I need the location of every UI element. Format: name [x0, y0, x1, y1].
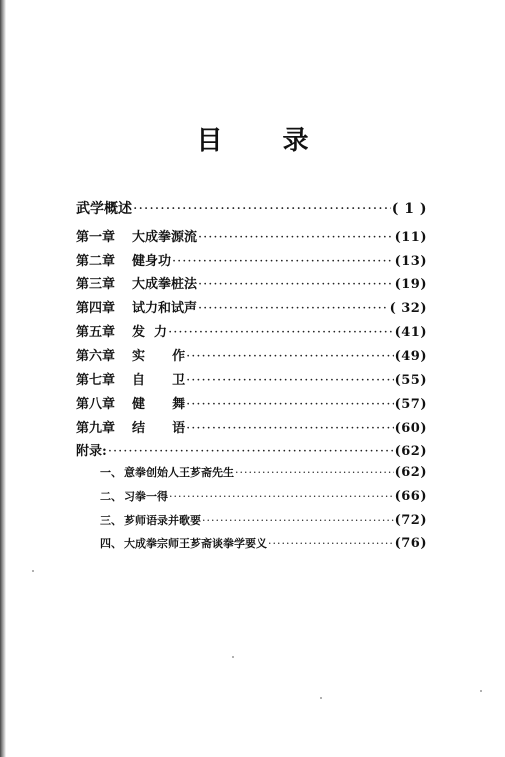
toc-entry-number: 第七章 — [76, 373, 116, 388]
toc-leader-dots — [202, 514, 394, 527]
toc-leader-dots — [186, 373, 393, 388]
toc-leader-dots — [133, 201, 391, 217]
toc-entry-title: 发 力 — [132, 325, 168, 340]
toc-entry-number: 第三章 — [76, 277, 116, 292]
toc-entry-number: 第一章 — [76, 230, 116, 245]
toc-entry-number: 一、 — [100, 466, 122, 479]
toc-entry-page: (72) — [394, 513, 427, 528]
toc-entry-chapter-2[interactable] — [76, 250, 427, 269]
toc-entry-chapter-8[interactable] — [76, 393, 427, 412]
toc-entry-number: 第二章 — [76, 254, 116, 269]
toc-entry-page: ( 32) — [389, 301, 427, 316]
scan-speck — [480, 690, 482, 692]
toc-entry-chapter-3[interactable] — [76, 273, 427, 292]
toc-entry-appendix-1[interactable] — [100, 464, 427, 480]
toc-entry-title: 自 卫 — [132, 373, 186, 388]
toc-leader-dots — [169, 490, 394, 503]
toc-entry-number: 第五章 — [76, 325, 116, 340]
toc-entry-number: 第九章 — [76, 421, 116, 436]
toc-entry-page: (55) — [394, 373, 427, 388]
toc-entry-chapter-9[interactable] — [76, 417, 427, 436]
toc-entry-title: 试力和试声 — [132, 301, 198, 316]
toc-leader-dots — [172, 254, 394, 269]
toc-entry-number: 三、 — [100, 514, 122, 527]
toc-entry-appendix-2[interactable] — [100, 488, 427, 504]
toc-entry-title: 健 舞 — [132, 397, 186, 412]
toc-entry-title: 附录: — [76, 444, 107, 459]
toc-entry-title: 结 语 — [132, 421, 186, 436]
toc-entry-title: 意拳创始人王芗斋先生 — [124, 466, 234, 479]
toc-entry-page: (60) — [394, 421, 427, 436]
toc-entry-chapter-4[interactable] — [76, 297, 427, 316]
toc-entry-chapter-7[interactable] — [76, 369, 427, 388]
scan-speck — [320, 697, 322, 699]
toc-entry-chapter-1[interactable] — [76, 226, 427, 245]
toc-entry-title: 大成拳桩法 — [132, 277, 198, 292]
toc-entry-title: 习拳一得 — [124, 490, 168, 503]
scan-speck — [32, 570, 34, 572]
toc-leader-dots — [198, 230, 394, 245]
toc-entry-page: (41) — [394, 325, 427, 340]
toc-entry-title: 大成拳源流 — [132, 230, 198, 245]
toc-leader-dots — [268, 537, 394, 550]
toc-entry-appendix-3[interactable] — [100, 512, 427, 528]
toc-entry-appendix-4[interactable] — [100, 535, 427, 551]
toc-leader-dots — [186, 421, 393, 436]
toc-entry-number: 第四章 — [76, 301, 116, 316]
toc-entry-number: 第六章 — [76, 349, 116, 364]
toc-entry-page: (13) — [394, 254, 427, 269]
toc-entry-chapter-6[interactable] — [76, 345, 427, 364]
toc-leader-dots — [108, 444, 394, 459]
toc-entry-intro[interactable] — [76, 198, 427, 218]
toc-entry-title: 健身功 — [132, 254, 172, 269]
toc-leader-dots — [186, 349, 393, 364]
toc-entry-page: (11) — [394, 230, 427, 245]
toc-entry-title: 武学概述 — [76, 201, 132, 217]
toc-entry-number: 第八章 — [76, 397, 116, 412]
toc-entry-chapter-5[interactable] — [76, 321, 427, 340]
toc-entry-page: (76) — [394, 536, 427, 551]
page-title-left: 目 — [196, 126, 223, 156]
toc-entry-number: 四、 — [100, 537, 122, 550]
toc-entry-page: (62) — [394, 465, 427, 480]
toc-entry-title: 实 作 — [132, 349, 186, 364]
toc-leader-dots — [186, 397, 393, 412]
toc-entry-page: (19) — [394, 277, 427, 292]
toc-leader-dots — [198, 277, 394, 292]
toc-entry-page: (66) — [394, 489, 427, 504]
toc-entry-page: (49) — [394, 349, 427, 364]
toc-leader-dots — [168, 325, 394, 340]
toc-entry-page: ( 1 ) — [391, 201, 427, 217]
page-title-right: 录 — [282, 126, 309, 156]
toc-leader-dots — [235, 466, 394, 479]
toc-entry-title: 大成拳宗师王芗斋谈拳学要义 — [124, 537, 267, 550]
toc-entry-page: (57) — [394, 397, 427, 412]
toc-entry-page: (62) — [394, 444, 427, 459]
toc-entry-number: 二、 — [100, 490, 122, 503]
toc-entry-title: 芗师语录并歌要 — [124, 514, 201, 527]
scan-speck — [232, 656, 234, 658]
toc-leader-dots — [198, 301, 389, 316]
toc-entry-appendix[interactable] — [76, 440, 427, 459]
